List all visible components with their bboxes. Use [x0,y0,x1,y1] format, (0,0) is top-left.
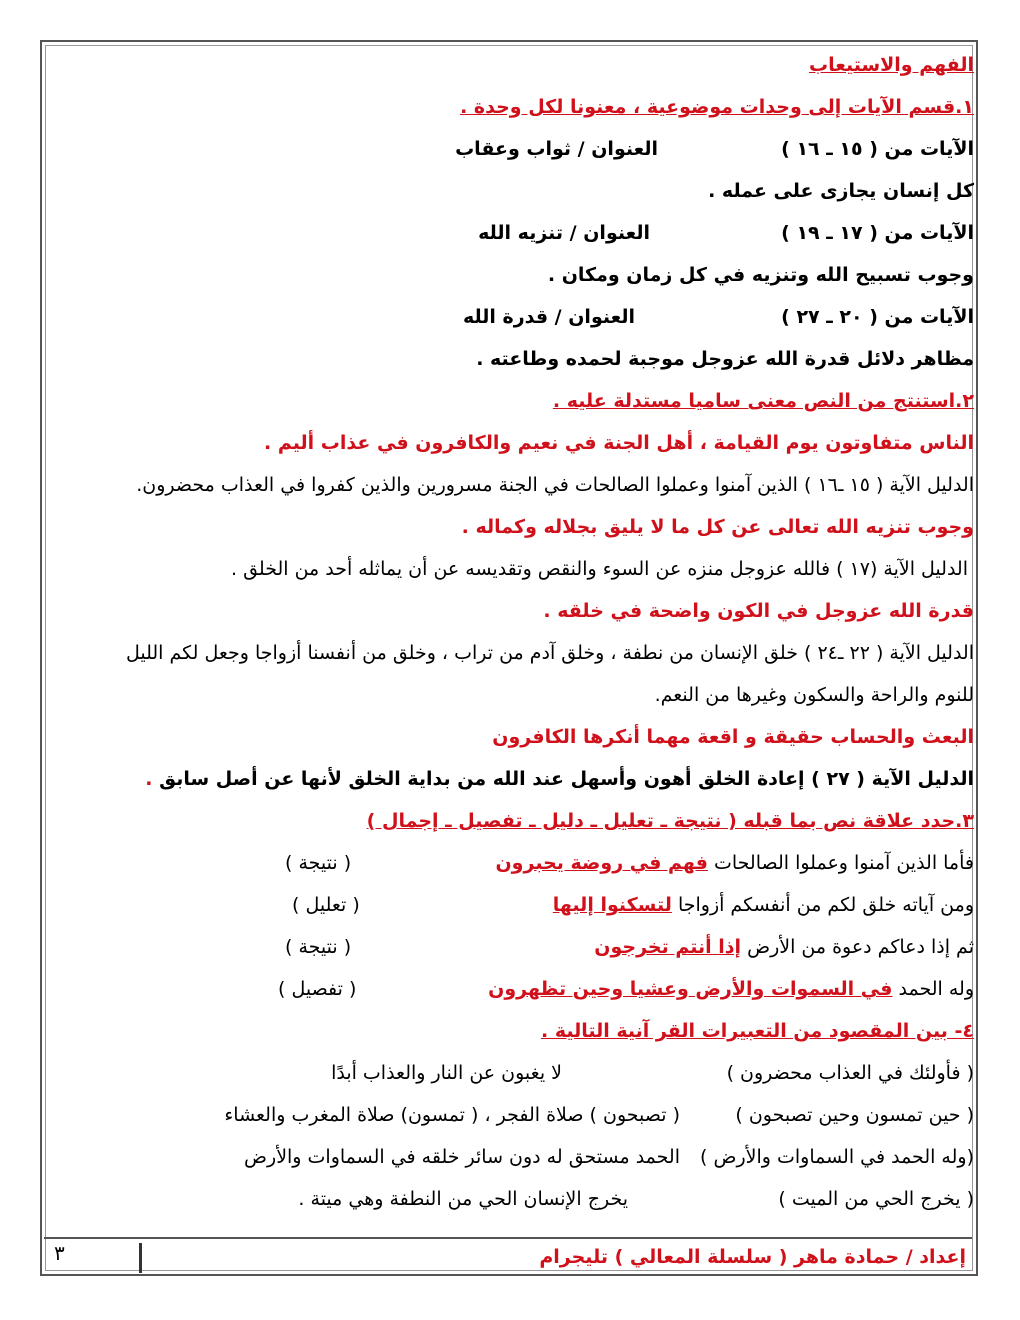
q2-item3-evidence: الدليل الآية ( ٢٢ ـ٢٤ ) خلق الإنسان من نطفة ، وخلق آدم من تراب ، وخلق من أنفسنا أزواجا وجعل لكم الليل [125,642,974,664]
q3-item2: ومن آياته خلق لكم من أنفسكم أزواجا لتسكنوا إليها [552,894,974,916]
q1-unit3-desc: مظاهر دلائل قدرة الله عزوجل موجبة لحمده وطاعته . [476,348,974,370]
q3-item3-answer: ( نتيجة ) [285,936,352,958]
q1-unit1-title: العنوان / ثواب وعقاب [455,138,658,160]
q4-item3-expr: (وله الحمد في السماوات والأرض ) [700,1146,974,1168]
page-number: ٣ [54,1241,65,1265]
q1-unit2-title: العنوان / تنزيه الله [478,222,650,244]
q4-item4-meaning: يخرج الإنسان الحي من النطفة وهي ميتة . [298,1188,628,1210]
q3-item2-answer: ( تعليل ) [292,894,360,916]
footer-separator [139,1243,142,1273]
footer-credit: إعداد / حمادة ماهر ( سلسلة المعالي ) تليجرام [539,1246,966,1268]
q2-item2-meaning: وجوب تنزيه الله تعالى عن كل ما لا يليق بجلاله وكماله . [461,516,974,538]
q4-item1-meaning: لا يغبون عن النار والعذاب أبدًا [331,1062,562,1084]
q4-item2-expr: ( حين تمسون وحين تصبحون ) [735,1104,974,1126]
q3-item1-answer: ( نتيجة ) [285,852,352,874]
footer [44,1237,972,1275]
q3-item1: فأما الذين آمنوا وعملوا الصالحات فهم في روضة يحبرون [495,852,974,874]
q1-title: ١.قسم الآيات إلى وحدات موضوعية ، معنونا لكل وحدة . [460,96,974,118]
q1-unit2-verses: الآيات من ( ١٧ ـ ١٩ ) [781,222,974,244]
q4-item1-expr: ( فأولئك في العذاب محضرون ) [726,1062,974,1084]
q2-item3-evidence-cont: للنوم والراحة والسكون وغيرها من النعم. [654,684,974,706]
q2-item3-meaning: قدرة الله عزوجل في الكون واضحة في خلقه . [543,600,974,622]
q2-item4-meaning: البعث والحساب حقيقة و اقعة مهما أنكرها الكافرون [492,726,974,748]
q4-item4-expr: ( يخرج الحي من الميت ) [778,1188,974,1210]
q2-item1-meaning: الناس متفاوتون يوم القيامة ، أهل الجنة في نعيم والكافرون في عذاب أليم . [264,432,974,454]
q1-unit3-title: العنوان / قدرة الله [462,306,635,328]
q2-item4-evidence: الدليل الآية ( ٢٧ ) إعادة الخلق أهون وأسهل عند الله من بداية الخلق لأنها عن أصل سابق . [145,768,974,790]
q3-item4-answer: ( تفصيل ) [278,978,357,1000]
q2-item1-evidence: الدليل الآية ( ١٥ ـ١٦ ) الذين آمنوا وعملوا الصالحات في الجنة مسرورين والذين كفروا في العذاب محضرون. [136,474,974,496]
q4-item3-meaning: الحمد مستحق له دون سائر خلقه في السماوات والأرض [244,1146,680,1168]
q1-unit3-verses: الآيات من ( ٢٠ ـ ٢٧ ) [781,306,974,328]
q1-unit2-desc: وجوب تسبيح الله وتنزيه في كل زمان ومكان . [547,264,974,286]
q4-item2-meaning: ( تصبحون ) صلاة الفجر ، ( تمسون) صلاة المغرب والعشاء [224,1104,680,1126]
q3-item4: وله الحمد في السموات والأرض وعشيا وحين تظهرون [488,978,974,1000]
q3-item3: ثم إذا دعاكم دعوة من الأرض إذا أنتم تخرجون [594,936,974,958]
q2-item2-evidence: الدليل الآية (١٧ ) فالله عزوجل منزه عن السوء والنقص وتقديسه عن أن يماثله أحد من الخلق . [231,558,968,580]
q4-title: ٤- بين المقصود من التعبيرات القر آنية التالية . [540,1020,974,1042]
section-heading: الفهم والاستيعاب [809,54,974,76]
q1-unit1-desc: كل إنسان يجازى على عمله . [708,180,974,202]
q1-unit1-verses: الآيات من ( ١٥ ـ ١٦ ) [781,138,974,160]
q2-title: ٢.استنتج من النص معنى ساميا مستدلة عليه . [552,390,974,412]
q3-title: ٣.حدد علاقة نص بما قبله ( نتيجة ـ تعليل ـ دليل ـ تفصيل ـ إجمال ) [366,810,974,832]
